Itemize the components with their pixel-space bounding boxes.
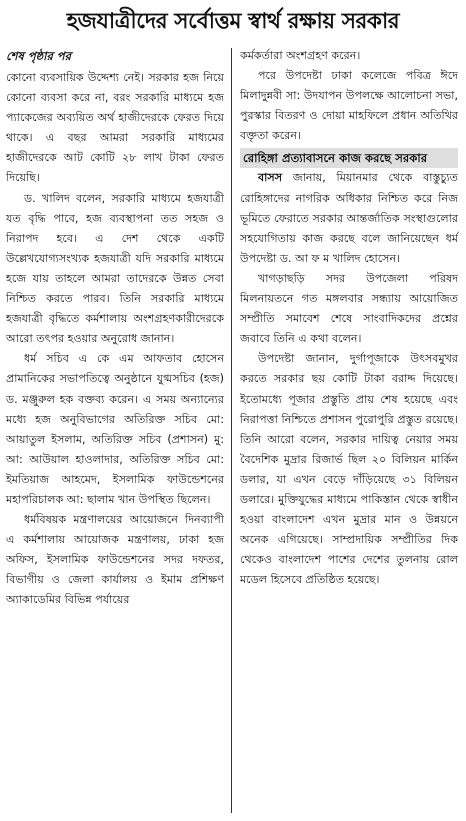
article-paragraph: কর্মকর্তারা অংশগ্রহণ করেন। [240, 49, 361, 62]
left-column [6, 46, 224, 611]
section-subhead: রোহিঙ্গা প্রত্যাবাসনে কাজ করছে সরকার [240, 148, 458, 168]
lead-text: জানায়, মিয়ানমার থেকে বাস্তুচ্যুত রোহিঙ্গাদের নাগরিক অধিকার নিশ্চিত করে নিজ ভূমিতে ফেরাতে সরকার আন্তর্জাতিক সংস্থাগুলোর সহযোগিতায় কাজ করছে বলে জানিয়েছেন ধর্ম উপদেষ্টা ড. আ ফ ম খালিদ হোসেন। [240, 171, 458, 265]
article-paragraph: খাগড়াছড়ি সদর উপজেলা পরিষদ মিলনায়তনে গত মঙ্গলবার সন্ধ্যায় আয়োজিত সম্প্রীতি সমাবেশ শেষে সাংবাদিকদের প্রশ্নের জবাবে তিনি এ কথা বলেন। [240, 271, 458, 346]
article-paragraph: কোনো ব্যবসায়িক উদ্দেশ্য নেই। সরকার হজ নিয়ে কোনো ব্যবসা করে না, বরং সরকারি মাধ্যমে হজ প্যাকেজের অব্যয়িত অর্থ হাজীদেরকে ফেরত দিয়ে থাকে। এ বছর আমরা সরকারি মাধ্যমের হাজীদেরকে আট কোটি ২৮ লাখ টাকা ফেরত দিয়েছি। [6, 71, 224, 185]
dateline-source: বাসস [258, 171, 283, 185]
article-paragraph: ধর্মবিষয়ক মন্ত্রণালয়ের আয়োজনে দিনব্যাপী এ কর্মশালায় আয়োজক মন্ত্রণালয়, ঢাকা হজ অফিস, ইসলামিক ফাউন্ডেশনের সদর দফতর, বিভাগীয় ও জেলা কার্যালয় ও ইমাম প্রশিক্ষণ অ্যাকাডেমির বিভিন্ন পর্যায়ের [6, 513, 224, 607]
article-paragraph: ধর্ম সচিব এ কে এম আফতাব হোসেন প্রামানিকের সভাপতিত্বে অনুষ্ঠানে যুগ্মসচিব (হজ) ড. মঞ্জুরুল হক বক্তব্য করেন। এ সময় অন্যান্যের মধ্যে হজ অনুবিভাগের অতিরিক্ত সচিব মো: আয়াতুল ইসলাম, অতিরিক্ত সচিব (প্রশাসন) মু: আ: আউয়াল হাওলাদার, অতিরিক্ত সচিব মো: ইমতিয়াজ আহমেদ, ইসলামিক ফাউন্ডেশনের মহাপরিচালক আ: ছালাম খান উপস্থিত ছিলেন। [6, 352, 224, 506]
article-paragraph: উপদেষ্টা জানান, দুর্গাপূজাকে উৎসবমুখর করতে সরকার ছয় কোটি টাকা বরাদ্দ দিয়েছে। ইতোমধ্যে পূজার প্রস্তুতি প্রায় শেষ হয়েছে এবং নিরাপত্তা নিশ্চিতে প্রশাসন পুরোপুরি প্রস্তুত রয়েছে। তিনি আরো বলেন, সরকার দায়িত্ব নেয়ার সময় বৈদেশিক মুদ্রার রিজার্ভ ছিল ২০ বিলিয়ন মার্কিন ডলার, যা এখন বেড়ে দাঁড়িয়েছে ৩১ বিলিয়ন ডলারে। মুক্তিযুদ্ধের মাধ্যমে পাকিস্তান থেকে স্বাধীন হওয়া বাংলাদেশ এখন মুদ্রার মান ও উন্নয়নে অনেক এগিয়েছে। সাম্প্রদায়িক সম্প্রীতির দিক থেকেও বাংলাদেশ পাশের দেশের তুলনায় রোল মডেল হিসেবে প্রতিষ্ঠিত হয়েছে। [240, 352, 458, 587]
continued-from-kicker: শেষ পৃষ্ঠার পর [6, 49, 71, 63]
article-paragraph: পরে উপদেষ্টা ঢাকা কলেজে পবিত্র ঈদে মিলাদুন্নবী সা: উদযাপন উপলক্ষে আলোচনা সভা, পুরস্কার বিতরণ ও দোয়া মাহফিলে প্রধান অতিথির বক্তৃতা করেন। [240, 69, 458, 143]
column-divider [231, 48, 232, 813]
headline: হজযাত্রীদের সর্বোত্তম স্বার্থ রক্ষায় সরকার [66, 9, 400, 34]
article-paragraph: ড. খালিদ বলেন, সরকারি মাধ্যমে হজযাত্রী যত বৃদ্ধি পাবে, হজ ব্যবস্থাপনা তত সহজ ও নিরাপদ হবে। এ দেশ থেকে একটি উল্লেখযোগ্যসংখ্যক হজযাত্রী যদি সরকারি মাধ্যমে হজে যায় তাহলে আমরা তাদেরকে উন্নত সেবা নিশ্চিত করতে পারব। তিনি সরকারি মাধ্যমে হজযাত্রী বৃদ্ধিতে কর্মশালায় অংশগ্রহণকারীদেরকে আরো তৎপর হওয়ার অনুরোধ জানান। [6, 191, 224, 346]
right-column [240, 46, 458, 590]
article-paragraph [240, 168, 458, 268]
